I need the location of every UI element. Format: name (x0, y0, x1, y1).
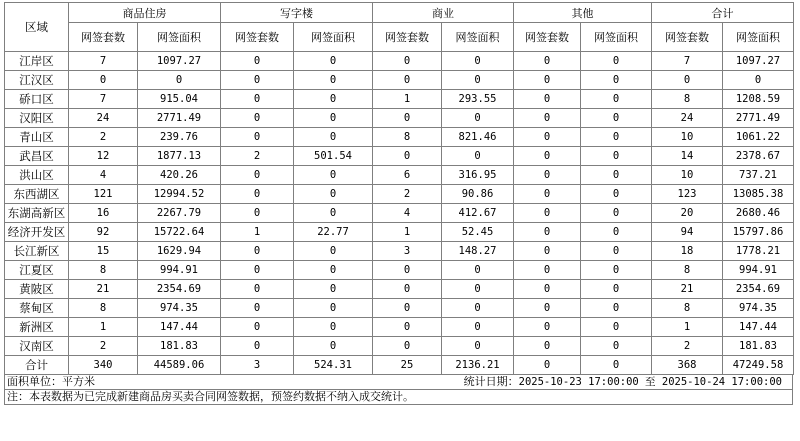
area-cell: 0 (294, 109, 373, 128)
region-header: 区域 (5, 3, 69, 52)
area-cell: 974.35 (138, 299, 221, 318)
count-cell: 0 (221, 90, 294, 109)
count-header: 网签套数 (373, 23, 442, 52)
count-header: 网签套数 (514, 23, 581, 52)
count-cell: 0 (514, 261, 581, 280)
table-row (5, 166, 794, 185)
table-row (5, 242, 794, 261)
area-cell: 316.95 (442, 166, 514, 185)
area-cell: 0 (442, 337, 514, 356)
count-cell: 7 (69, 52, 138, 71)
area-cell: 0 (442, 261, 514, 280)
table-row (5, 52, 794, 71)
area-cell: 0 (138, 71, 221, 90)
group-header-other: 其他 (514, 3, 652, 23)
area-cell: 974.35 (723, 299, 794, 318)
area-cell: 0 (581, 299, 652, 318)
count-cell: 8 (373, 128, 442, 147)
area-header: 网签面积 (581, 23, 652, 52)
area-cell: 737.21 (723, 166, 794, 185)
area-cell: 524.31 (294, 356, 373, 375)
region-name-cell: 江岸区 (5, 52, 69, 71)
count-cell: 7 (652, 52, 723, 71)
table-row (5, 109, 794, 128)
area-cell: 0 (581, 147, 652, 166)
region-name-cell: 新洲区 (5, 318, 69, 337)
count-cell: 14 (652, 147, 723, 166)
area-cell: 0 (581, 204, 652, 223)
area-cell: 2378.67 (723, 147, 794, 166)
count-cell: 0 (514, 128, 581, 147)
area-cell: 420.26 (138, 166, 221, 185)
count-cell: 24 (652, 109, 723, 128)
table-footer (4, 375, 793, 405)
count-cell: 0 (221, 128, 294, 147)
area-cell: 52.45 (442, 223, 514, 242)
region-name-cell: 洪山区 (5, 166, 69, 185)
count-cell: 12 (69, 147, 138, 166)
area-cell: 181.83 (723, 337, 794, 356)
area-cell: 0 (294, 71, 373, 90)
count-cell: 8 (652, 90, 723, 109)
table-row (5, 204, 794, 223)
count-cell: 0 (221, 166, 294, 185)
count-cell: 2 (221, 147, 294, 166)
area-cell: 0 (581, 128, 652, 147)
table-header (5, 3, 794, 52)
count-cell: 0 (373, 147, 442, 166)
region-name-cell: 汉阳区 (5, 109, 69, 128)
count-cell: 7 (69, 90, 138, 109)
count-cell: 1 (373, 223, 442, 242)
table-row (5, 223, 794, 242)
area-cell: 0 (294, 318, 373, 337)
count-cell: 0 (514, 109, 581, 128)
count-header: 网签套数 (652, 23, 723, 52)
count-cell: 0 (652, 71, 723, 90)
area-cell: 915.04 (138, 90, 221, 109)
area-cell: 501.54 (294, 147, 373, 166)
count-cell: 8 (652, 299, 723, 318)
count-cell: 123 (652, 185, 723, 204)
area-cell: 293.55 (442, 90, 514, 109)
count-cell: 21 (69, 280, 138, 299)
count-cell: 8 (652, 261, 723, 280)
count-cell: 20 (652, 204, 723, 223)
area-cell: 0 (723, 71, 794, 90)
area-cell: 0 (581, 318, 652, 337)
table-row (5, 71, 794, 90)
area-cell: 0 (581, 261, 652, 280)
area-cell: 147.44 (723, 318, 794, 337)
count-cell: 0 (373, 71, 442, 90)
count-cell: 0 (373, 337, 442, 356)
area-cell: 15722.64 (138, 223, 221, 242)
area-cell: 15797.86 (723, 223, 794, 242)
region-name-cell: 经济开发区 (5, 223, 69, 242)
count-cell: 0 (221, 280, 294, 299)
count-cell: 0 (514, 71, 581, 90)
area-cell: 0 (581, 337, 652, 356)
count-cell: 0 (69, 71, 138, 90)
area-cell: 0 (294, 166, 373, 185)
area-cell: 0 (294, 261, 373, 280)
area-cell: 2680.46 (723, 204, 794, 223)
table-row (5, 337, 794, 356)
area-cell: 994.91 (723, 261, 794, 280)
count-cell: 0 (373, 52, 442, 71)
area-cell: 0 (581, 280, 652, 299)
area-cell: 0 (442, 71, 514, 90)
count-cell: 0 (221, 71, 294, 90)
area-cell: 0 (581, 166, 652, 185)
table-row (5, 356, 794, 375)
table-row (5, 318, 794, 337)
region-name-cell: 江夏区 (5, 261, 69, 280)
area-cell: 0 (442, 109, 514, 128)
region-name-cell: 蔡甸区 (5, 299, 69, 318)
period-label: 统计日期： (463, 375, 519, 388)
count-cell: 0 (514, 204, 581, 223)
area-cell: 0 (294, 90, 373, 109)
count-cell: 8 (69, 261, 138, 280)
count-cell: 18 (652, 242, 723, 261)
count-cell: 0 (514, 52, 581, 71)
count-cell: 0 (221, 261, 294, 280)
area-cell: 2267.79 (138, 204, 221, 223)
count-cell: 0 (514, 223, 581, 242)
area-cell: 2136.21 (442, 356, 514, 375)
area-cell: 0 (442, 52, 514, 71)
count-cell: 10 (652, 166, 723, 185)
area-cell: 0 (581, 109, 652, 128)
count-cell: 92 (69, 223, 138, 242)
count-cell: 0 (514, 318, 581, 337)
area-cell: 1097.27 (723, 52, 794, 71)
count-cell: 0 (221, 185, 294, 204)
region-name-cell: 东西湖区 (5, 185, 69, 204)
unit-row (5, 375, 792, 389)
group-header-office: 写字楼 (221, 3, 373, 23)
count-cell: 0 (221, 242, 294, 261)
area-cell: 994.91 (138, 261, 221, 280)
area-unit-label: 面积单位：平方米 (7, 375, 95, 388)
area-cell: 1097.27 (138, 52, 221, 71)
area-cell: 2354.69 (723, 280, 794, 299)
area-cell: 1061.22 (723, 128, 794, 147)
count-cell: 2 (69, 128, 138, 147)
count-cell: 0 (514, 337, 581, 356)
period-value: 2025-10-23 17:00:00 至 2025-10-24 17:00:00 (518, 376, 782, 388)
area-cell: 821.46 (442, 128, 514, 147)
count-cell: 0 (373, 261, 442, 280)
area-cell: 0 (294, 299, 373, 318)
region-name-cell: 合计 (5, 356, 69, 375)
count-cell: 340 (69, 356, 138, 375)
area-cell: 1778.21 (723, 242, 794, 261)
statistics-period (464, 375, 782, 389)
area-cell: 47249.58 (723, 356, 794, 375)
count-cell: 21 (652, 280, 723, 299)
area-cell: 13085.38 (723, 185, 794, 204)
area-cell: 0 (581, 71, 652, 90)
area-cell: 44589.06 (138, 356, 221, 375)
area-cell: 0 (294, 185, 373, 204)
area-header: 网签面积 (442, 23, 514, 52)
count-cell: 4 (69, 166, 138, 185)
count-cell: 0 (373, 280, 442, 299)
count-cell: 0 (514, 166, 581, 185)
area-cell: 0 (442, 280, 514, 299)
group-header-residential: 商品住房 (69, 3, 221, 23)
count-cell: 0 (514, 242, 581, 261)
area-cell: 1208.59 (723, 90, 794, 109)
table-row (5, 147, 794, 166)
count-cell: 0 (373, 109, 442, 128)
count-cell: 1 (652, 318, 723, 337)
area-cell: 147.44 (138, 318, 221, 337)
area-cell: 0 (294, 242, 373, 261)
count-cell: 1 (221, 223, 294, 242)
table-row (5, 299, 794, 318)
region-name-cell: 江汉区 (5, 71, 69, 90)
area-cell: 1877.13 (138, 147, 221, 166)
region-name-cell: 汉南区 (5, 337, 69, 356)
area-cell: 0 (581, 242, 652, 261)
area-cell: 0 (294, 204, 373, 223)
area-cell: 0 (294, 280, 373, 299)
table-note: 注：本表数据为已完成新建商品房买卖合同网签数据，预签约数据不纳入成交统计。 (7, 390, 414, 403)
count-cell: 0 (514, 185, 581, 204)
group-header-commercial: 商业 (373, 3, 514, 23)
count-cell: 2 (373, 185, 442, 204)
count-cell: 94 (652, 223, 723, 242)
sales-report (4, 2, 793, 436)
count-cell: 3 (373, 242, 442, 261)
count-cell: 3 (221, 356, 294, 375)
area-cell: 0 (294, 337, 373, 356)
area-cell: 0 (294, 52, 373, 71)
area-cell: 0 (581, 223, 652, 242)
area-cell: 12994.52 (138, 185, 221, 204)
count-cell: 0 (221, 318, 294, 337)
area-cell: 2771.49 (723, 109, 794, 128)
count-cell: 0 (221, 52, 294, 71)
count-cell: 0 (514, 147, 581, 166)
count-cell: 0 (221, 109, 294, 128)
region-name-cell: 东湖高新区 (5, 204, 69, 223)
count-cell: 24 (69, 109, 138, 128)
note-row (5, 389, 792, 404)
area-cell: 0 (442, 318, 514, 337)
area-header: 网签面积 (723, 23, 794, 52)
table-row (5, 261, 794, 280)
count-cell: 0 (514, 90, 581, 109)
region-name-cell: 青山区 (5, 128, 69, 147)
count-cell: 0 (514, 280, 581, 299)
area-cell: 2354.69 (138, 280, 221, 299)
count-cell: 16 (69, 204, 138, 223)
area-cell: 22.77 (294, 223, 373, 242)
count-cell: 121 (69, 185, 138, 204)
area-cell: 0 (294, 128, 373, 147)
count-cell: 368 (652, 356, 723, 375)
area-cell: 148.27 (442, 242, 514, 261)
count-cell: 0 (514, 356, 581, 375)
count-cell: 0 (221, 204, 294, 223)
count-cell: 2 (69, 337, 138, 356)
table-row (5, 90, 794, 109)
count-cell: 4 (373, 204, 442, 223)
count-cell: 6 (373, 166, 442, 185)
count-cell: 15 (69, 242, 138, 261)
area-cell: 181.83 (138, 337, 221, 356)
table-row (5, 185, 794, 204)
area-cell: 412.67 (442, 204, 514, 223)
area-cell: 0 (581, 356, 652, 375)
region-name-cell: 硚口区 (5, 90, 69, 109)
area-cell: 2771.49 (138, 109, 221, 128)
count-header: 网签套数 (69, 23, 138, 52)
count-cell: 8 (69, 299, 138, 318)
table-row (5, 128, 794, 147)
count-cell: 1 (373, 90, 442, 109)
count-cell: 0 (373, 299, 442, 318)
area-cell: 0 (442, 299, 514, 318)
area-header: 网签面积 (138, 23, 221, 52)
area-cell: 0 (442, 147, 514, 166)
table-row (5, 280, 794, 299)
count-cell: 0 (514, 299, 581, 318)
count-header: 网签套数 (221, 23, 294, 52)
count-cell: 10 (652, 128, 723, 147)
region-name-cell: 武昌区 (5, 147, 69, 166)
count-cell: 1 (69, 318, 138, 337)
count-cell: 2 (652, 337, 723, 356)
count-cell: 0 (221, 299, 294, 318)
area-cell: 239.76 (138, 128, 221, 147)
region-name-cell: 黄陂区 (5, 280, 69, 299)
count-cell: 25 (373, 356, 442, 375)
area-cell: 0 (581, 90, 652, 109)
area-cell: 1629.94 (138, 242, 221, 261)
group-header-total: 合计 (652, 3, 794, 23)
sales-table (4, 2, 794, 375)
area-cell: 0 (581, 185, 652, 204)
table-body (5, 52, 794, 375)
count-cell: 0 (221, 337, 294, 356)
area-cell: 90.86 (442, 185, 514, 204)
area-header: 网签面积 (294, 23, 373, 52)
region-name-cell: 长江新区 (5, 242, 69, 261)
area-cell: 0 (581, 52, 652, 71)
count-cell: 0 (373, 318, 442, 337)
